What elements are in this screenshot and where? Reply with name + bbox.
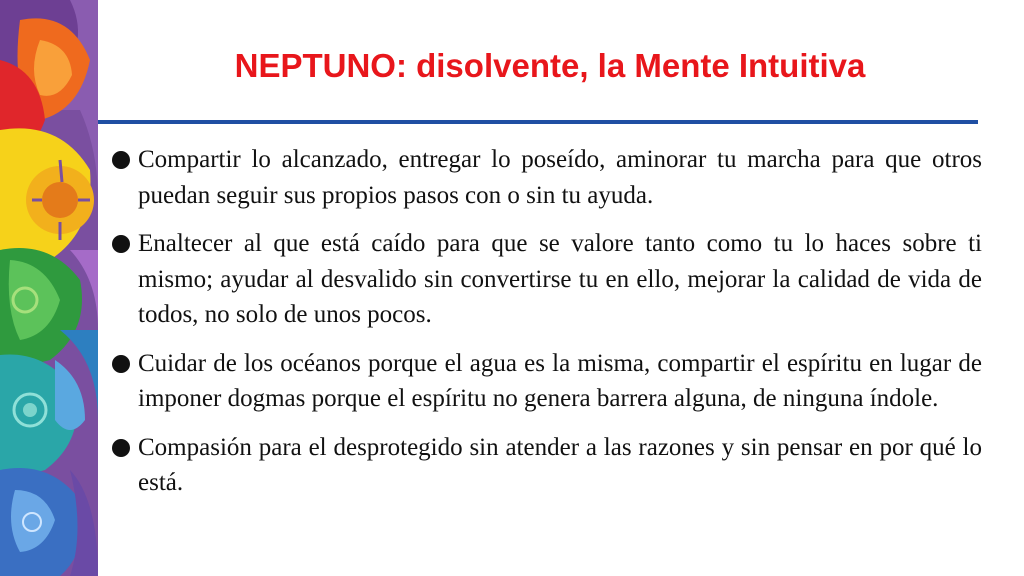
bullet-dot-icon: [112, 235, 130, 253]
bullet-dot-icon: [112, 151, 130, 169]
bullet-list: [112, 142, 982, 514]
mandala-painting-strip: [0, 0, 98, 576]
list-item: [112, 226, 982, 333]
bullet-text: Cuidar de los océanos porque el agua es la misma, compartir el espíritu en lugar de imponer dogmas porque el espíritu no genera barrera alguna, de ninguna índole.: [138, 349, 982, 412]
list-item: [112, 346, 982, 417]
bullet-dot-icon: [112, 439, 130, 457]
list-item: [112, 142, 982, 213]
bullet-text: Compartir lo alcanzado, entregar lo poseído, aminorar tu marcha para que otros puedan seguir sus propios pasos con o sin tu ayuda.: [138, 146, 982, 209]
slide-title: NEPTUNO: disolvente, la Mente Intuitiva: [234, 47, 866, 84]
list-item: [112, 430, 982, 501]
bullet-text: Enaltecer al que está caído para que se valore tanto como tu lo haces sobre ti mismo; ayudar al desvalido sin convertirse tu en ello, mejorar la calidad de vida de todos, no solo de unos pocos.: [138, 230, 982, 328]
bullet-dot-icon: [112, 355, 130, 373]
bullet-text: Compasión para el desprotegido sin atender a las razones y sin pensar en por qué lo está.: [138, 433, 982, 496]
title-divider: [98, 120, 978, 124]
